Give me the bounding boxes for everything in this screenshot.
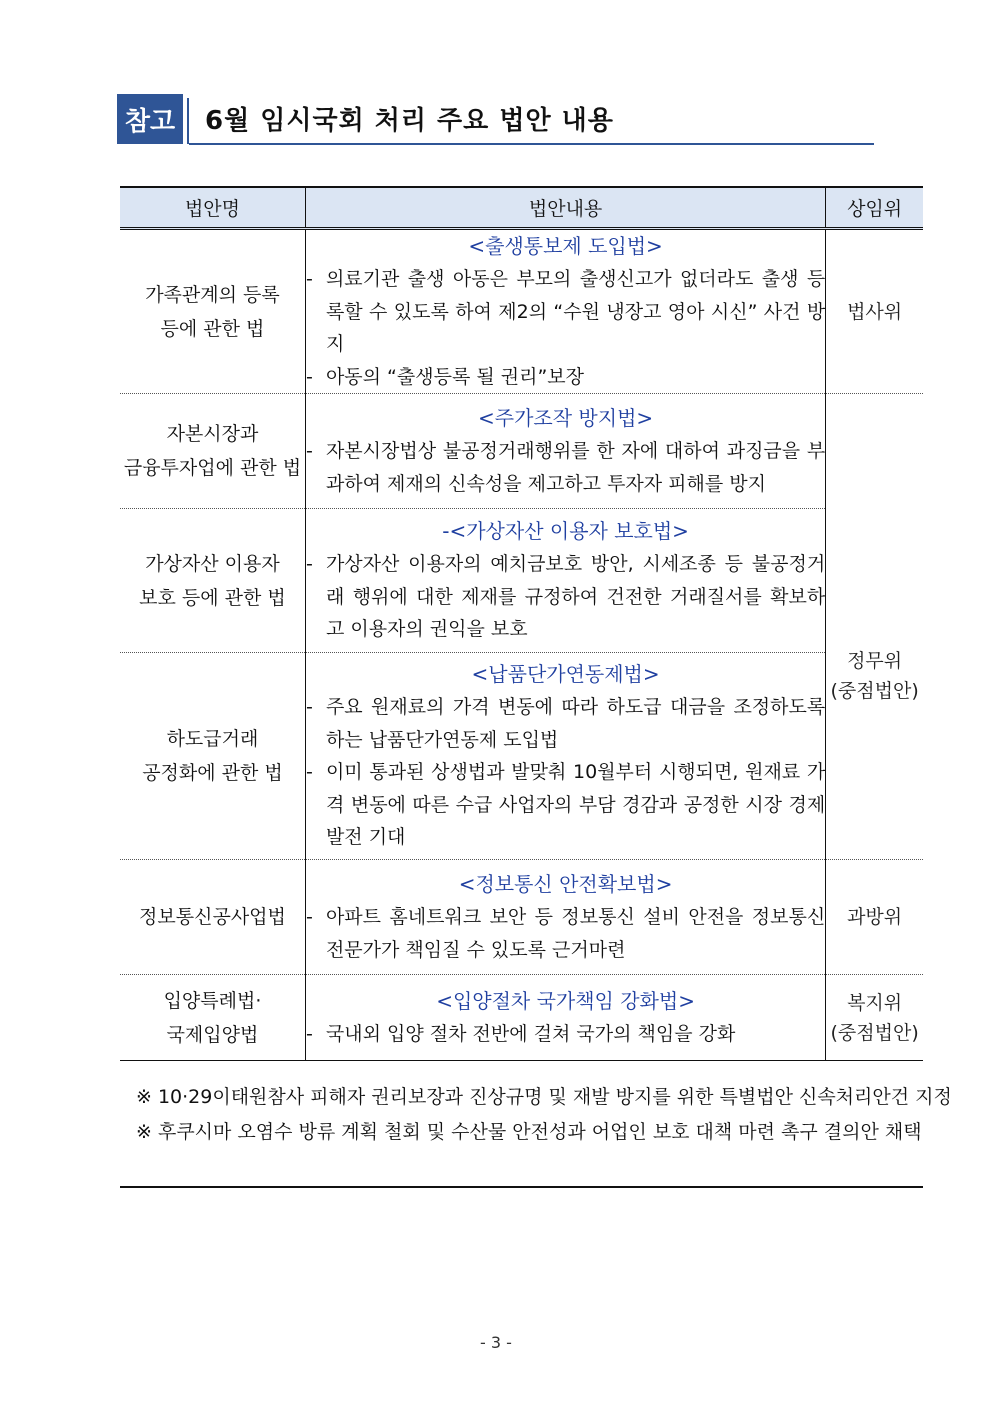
table-row	[120, 653, 923, 860]
column-header-bill-content: 법안내용	[305, 187, 825, 229]
bill-name: 하도급거래 공정화에 관한 법	[120, 653, 305, 860]
bullet-item: - 자본시장법상 불공정거래행위를 한 자에 대하여 과징금을 부과하여 제재의 신속성을 제고하고 투자자 피해를 방지	[305, 440, 826, 495]
bill-name: 입양특례법· 국제입양법	[120, 975, 305, 1061]
bill-name: 자본시장과 금융투자업에 관한 법	[120, 394, 305, 509]
title-divider	[187, 98, 189, 144]
bullet-item: - 아동의 “출생등록 될 권리”보장	[305, 365, 585, 388]
bill-subtitle: -<가상자산 이용자 보호법>	[442, 519, 689, 544]
reference-badge: 참고	[117, 94, 183, 144]
bill-subtitle: <입양절차 국가책임 강화법>	[436, 988, 695, 1013]
table-row	[120, 975, 923, 1061]
page-title: 6월 임시국회 처리 주요 법안 내용	[205, 106, 614, 136]
bill-content	[305, 509, 825, 653]
table-row	[120, 860, 923, 975]
bill-subtitle: <출생통보제 도입법>	[468, 234, 663, 258]
title-underline	[189, 143, 874, 145]
bullet-item: - 국내외 입양 절차 전반에 걸쳐 국가의 책임을 강화	[305, 1022, 736, 1045]
bullet-item: - 주요 원재료의 가격 변동에 따라 하도급 대금을 조정하도록 하는 납품단가연동제 도입법	[305, 696, 826, 751]
bill-name: 정보통신공사업법	[120, 860, 305, 975]
committee-cell: 복지위 (중점법안)	[826, 975, 923, 1061]
table-row	[120, 229, 923, 394]
bill-subtitle: <정보통신 안전확보법>	[458, 872, 673, 896]
notes	[136, 1080, 952, 1150]
bill-name: 가상자산 이용자 보호 등에 관한 법	[120, 509, 305, 653]
bill-subtitle: <납품단가연동제법>	[471, 662, 660, 687]
bill-content	[305, 975, 825, 1061]
table-row	[120, 509, 923, 653]
bullet-item: - 이미 통과된 상생법과 발맞춰 10월부터 시행되면, 원재료 가격 변동에 따른 수급 사업자의 부담 경감과 공정한 시장 경제 발전 기대	[305, 761, 826, 849]
column-header-bill-name: 법안명	[120, 187, 305, 229]
bill-content	[305, 394, 825, 509]
table-row	[120, 394, 923, 509]
note-item: ※ 후쿠시마 오염수 방류 계획 철회 및 수산물 안전성과 어업인 보호 대책 마련 촉구 결의안 채택	[136, 1121, 922, 1143]
page-number: - 3 -	[480, 1333, 512, 1352]
bullet-item: - 아파트 홈네트워크 보안 등 정보통신 설비 안전을 정보통신 전문가가 책임질 수 있도록 근거마련	[305, 906, 826, 961]
committee-cell: 과방위	[826, 860, 923, 975]
column-header-committee: 상임위	[826, 187, 923, 229]
bullet-item: - 가상자산 이용자의 예치금보호 방안, 시세조종 등 불공정거래 행위에 대한 제재를 규정하여 건전한 거래질서를 확보하고 이용자의 권익을 보호	[305, 553, 826, 641]
bill-subtitle: <주가조작 방지법>	[478, 406, 654, 430]
bullet-item: - 의료기관 출생 아동은 부모의 출생신고가 없더라도 출생 등록할 수 있도록 하여 제2의 “수원 냉장고 영아 시신” 사건 방지	[305, 268, 826, 355]
bill-content	[305, 860, 825, 975]
committee-cell	[826, 394, 923, 509]
bill-content	[305, 229, 825, 394]
committee-cell: 법사위	[826, 229, 923, 394]
title-bar	[117, 94, 874, 146]
table-header-row	[120, 187, 923, 229]
bills-table	[120, 186, 923, 1061]
bottom-divider	[120, 1186, 923, 1188]
bill-content	[305, 653, 825, 860]
bill-name: 가족관계의 등록 등에 관한 법	[120, 229, 305, 394]
committee-cell: 정무위 (중점법안)	[826, 509, 923, 860]
note-item: ※ 10·29이태원참사 피해자 권리보장과 진상규명 및 재발 방지를 위한 특별법안 신속처리안건 지정	[136, 1086, 952, 1108]
